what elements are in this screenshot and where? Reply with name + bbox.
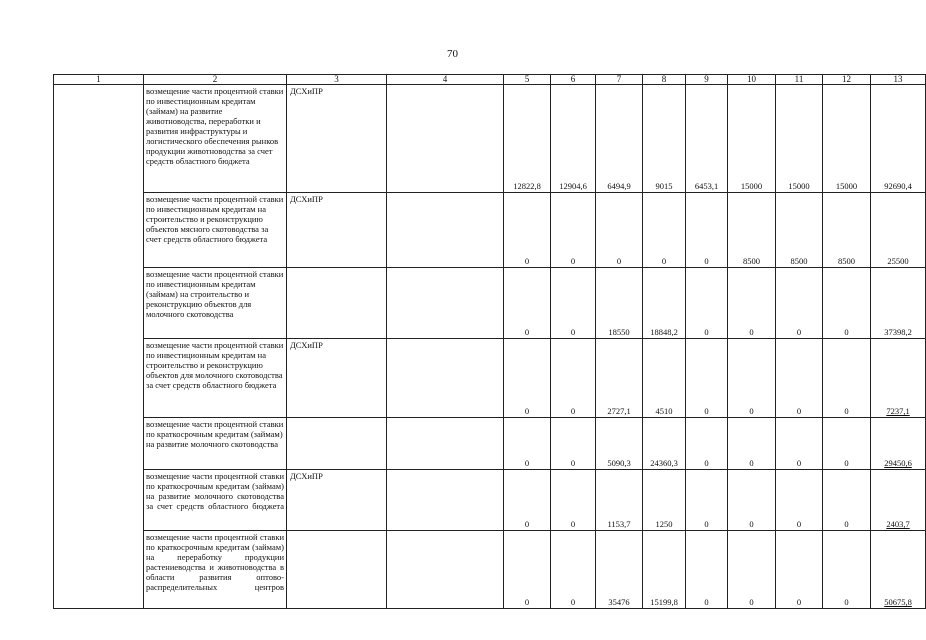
value-cell: 37398,2 bbox=[871, 268, 926, 339]
value-cell: 0 bbox=[728, 268, 776, 339]
value-cell: 92690,4 bbox=[871, 85, 926, 193]
value-cell: 12822,8 bbox=[504, 85, 551, 193]
value-cell: 0 bbox=[551, 418, 596, 470]
value-cell: 6453,1 bbox=[686, 85, 728, 193]
value-cell: 0 bbox=[823, 268, 871, 339]
value-cell: 24360,3 bbox=[643, 418, 686, 470]
description-cell: возмещение части процентной ставки по инвестиционным кредитам на строительство и реконструкцию объектов мясного скотоводства за счет средств областного бюджета bbox=[144, 193, 287, 268]
group-cell bbox=[54, 339, 144, 418]
value-cell: 0 bbox=[643, 193, 686, 268]
header-cell: 2 bbox=[144, 75, 287, 85]
value-cell: 0 bbox=[823, 418, 871, 470]
value-cell: 0 bbox=[551, 339, 596, 418]
value-cell: 15000 bbox=[823, 85, 871, 193]
group-cell bbox=[54, 531, 144, 609]
value-cell: 0 bbox=[686, 193, 728, 268]
value-cell: 25500 bbox=[871, 193, 926, 268]
value-cell: 0 bbox=[728, 470, 776, 531]
empty-cell bbox=[387, 531, 504, 609]
group-cell bbox=[54, 193, 144, 268]
value-cell: 0 bbox=[823, 531, 871, 609]
executor-cell bbox=[287, 418, 387, 470]
group-cell bbox=[54, 85, 144, 193]
value-cell: 0 bbox=[686, 339, 728, 418]
table-row bbox=[54, 339, 926, 418]
value-cell: 0 bbox=[551, 193, 596, 268]
header-cell: 12 bbox=[823, 75, 871, 85]
table-row bbox=[54, 85, 926, 193]
empty-cell bbox=[387, 339, 504, 418]
value-cell: 0 bbox=[823, 470, 871, 531]
value-cell: 0 bbox=[686, 470, 728, 531]
empty-cell bbox=[387, 470, 504, 531]
description-cell: возмещение части процентной ставки по краткосрочным кредитам (займам) на переработку продукции растениеводства и животноводства в области развития оптово-распределительных центров bbox=[144, 531, 287, 609]
value-cell: 0 bbox=[551, 268, 596, 339]
budget-table bbox=[53, 74, 926, 609]
executor-cell: ДСХиПР bbox=[287, 339, 387, 418]
value-cell: 0 bbox=[776, 268, 823, 339]
value-cell: 8500 bbox=[823, 193, 871, 268]
value-cell: 0 bbox=[686, 268, 728, 339]
header-cell: 13 bbox=[871, 75, 926, 85]
value-cell: 8500 bbox=[728, 193, 776, 268]
value-cell: 0 bbox=[551, 531, 596, 609]
value-cell: 4510 bbox=[643, 339, 686, 418]
value-cell: 1250 bbox=[643, 470, 686, 531]
header-cell: 6 bbox=[551, 75, 596, 85]
value-cell: 18550 bbox=[596, 268, 643, 339]
value-cell: 2403,7 bbox=[871, 470, 926, 531]
executor-cell: ДСХиПР bbox=[287, 193, 387, 268]
page-number: 70 bbox=[447, 48, 458, 60]
description-cell: возмещение части процентной ставки по инвестиционным кредитам (займам) на развитие животноводства, переработки и развития инфраструктуры и логистического обеспечения рынков продукции животноводства за счет средств областного бюджета bbox=[144, 85, 287, 193]
header-cell: 7 bbox=[596, 75, 643, 85]
value-cell: 0 bbox=[776, 470, 823, 531]
table-row bbox=[54, 418, 926, 470]
group-cell bbox=[54, 418, 144, 470]
value-cell: 15000 bbox=[776, 85, 823, 193]
header-row bbox=[54, 75, 926, 85]
value-cell: 0 bbox=[776, 531, 823, 609]
value-cell: 6494,9 bbox=[596, 85, 643, 193]
table-row bbox=[54, 268, 926, 339]
value-cell: 9015 bbox=[643, 85, 686, 193]
header-cell: 11 bbox=[776, 75, 823, 85]
executor-cell bbox=[287, 268, 387, 339]
value-cell: 15000 bbox=[728, 85, 776, 193]
value-cell: 0 bbox=[504, 193, 551, 268]
value-cell: 0 bbox=[551, 470, 596, 531]
value-cell: 0 bbox=[504, 268, 551, 339]
header-cell: 5 bbox=[504, 75, 551, 85]
value-cell: 0 bbox=[823, 339, 871, 418]
description-cell: возмещение части процентной ставки по краткосрочным кредитам (займам) на развитие молочного скотоводства за счет средств областного бюджета bbox=[144, 470, 287, 531]
value-cell: 2727,1 bbox=[596, 339, 643, 418]
value-cell: 8500 bbox=[776, 193, 823, 268]
table-row bbox=[54, 470, 926, 531]
value-cell: 7237,1 bbox=[871, 339, 926, 418]
group-cell bbox=[54, 268, 144, 339]
empty-cell bbox=[387, 418, 504, 470]
header-cell: 4 bbox=[387, 75, 504, 85]
value-cell: 35476 bbox=[596, 531, 643, 609]
empty-cell bbox=[387, 268, 504, 339]
value-cell: 0 bbox=[596, 193, 643, 268]
value-cell: 0 bbox=[776, 418, 823, 470]
executor-cell: ДСХиПР bbox=[287, 85, 387, 193]
header-cell: 8 bbox=[643, 75, 686, 85]
value-cell: 15199,8 bbox=[643, 531, 686, 609]
value-cell: 5090,3 bbox=[596, 418, 643, 470]
group-cell bbox=[54, 470, 144, 531]
value-cell: 29450,6 bbox=[871, 418, 926, 470]
value-cell: 0 bbox=[686, 531, 728, 609]
value-cell: 12904,6 bbox=[551, 85, 596, 193]
value-cell: 0 bbox=[728, 418, 776, 470]
value-cell: 0 bbox=[504, 470, 551, 531]
header-cell: 9 bbox=[686, 75, 728, 85]
table-row bbox=[54, 531, 926, 609]
description-cell: возмещение части процентной ставки по инвестиционным кредитам на строительство и реконструкцию объектов для молочного скотоводства за счет средств областного бюджета bbox=[144, 339, 287, 418]
value-cell: 50675,8 bbox=[871, 531, 926, 609]
empty-cell bbox=[387, 193, 504, 268]
value-cell: 1153,7 bbox=[596, 470, 643, 531]
header-cell: 10 bbox=[728, 75, 776, 85]
table-row bbox=[54, 193, 926, 268]
value-cell: 18848,2 bbox=[643, 268, 686, 339]
value-cell: 0 bbox=[776, 339, 823, 418]
header-cell: 3 bbox=[287, 75, 387, 85]
value-cell: 0 bbox=[728, 339, 776, 418]
executor-cell: ДСХиПР bbox=[287, 470, 387, 531]
value-cell: 0 bbox=[686, 418, 728, 470]
value-cell: 0 bbox=[504, 339, 551, 418]
description-cell: возмещение части процентной ставки по инвестиционным кредитам (займам) на строительство и реконструкцию объектов для молочного скотоводства bbox=[144, 268, 287, 339]
executor-cell bbox=[287, 531, 387, 609]
value-cell: 0 bbox=[728, 531, 776, 609]
description-cell: возмещение части процентной ставки по краткосрочным кредитам (займам) на развитие молочного скотоводства bbox=[144, 418, 287, 470]
value-cell: 0 bbox=[504, 418, 551, 470]
value-cell: 0 bbox=[504, 531, 551, 609]
header-cell: 1 bbox=[54, 75, 144, 85]
empty-cell bbox=[387, 85, 504, 193]
